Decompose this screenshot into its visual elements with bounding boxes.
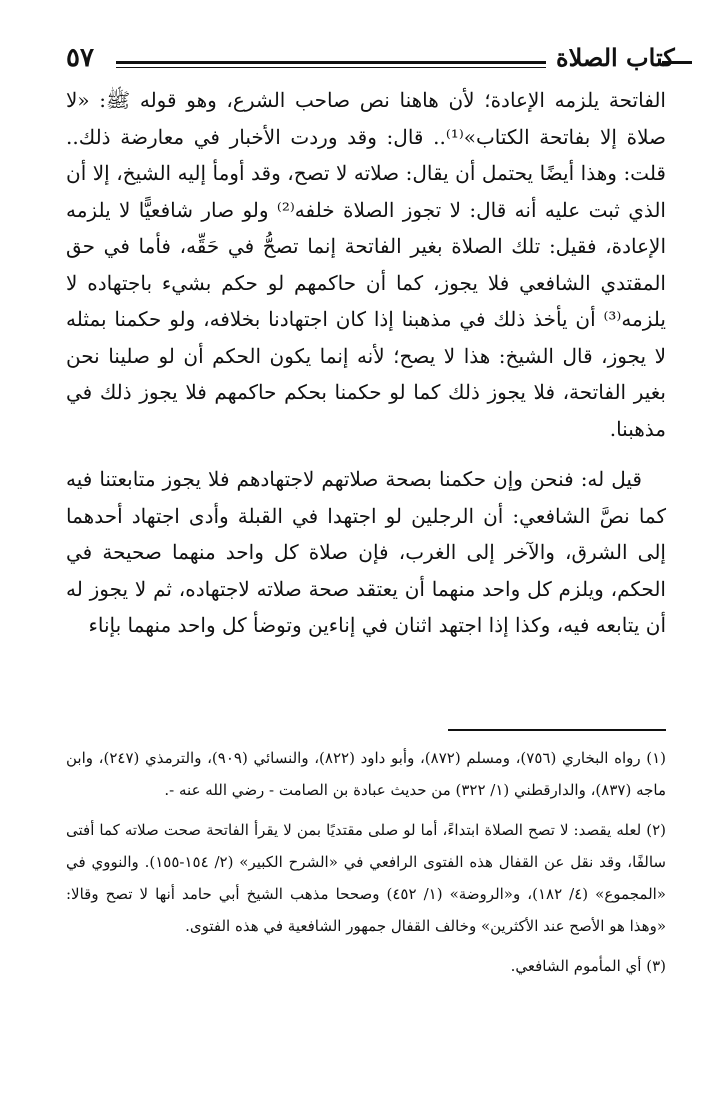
chapter-title: كتاب الصلاة bbox=[556, 43, 675, 72]
footnote: (١) رواه البخاري (٧٥٦)، ومسلم (٨٧٢)، وأبو داود (٨٢٢)، والنسائي (٩٠٩)، والترمذي (٢٤٧)، وابن ماجه (٨٣٧)، والدارقطني (١/ ٣٢٢) من حديث عبادة بن الصامت - رضي الله عنه -. bbox=[66, 749, 667, 799]
footnote: (٢) لعله يقصد: لا تصح الصلاة ابتداءً، أما لو صلى مقتديًا بمن لا يقرأ الفاتحة صحت صلاته كما أفتى سالفًا، وقد نقل عن القفال هذه الفتوى الرافعي في «الشرح الكبير» (٢/ ١٥٤-١٥٥). والنووي في «المجموع» (٤/ ١٨٢)، و«الروضة» (١/ ٤٥٢) وصححا مذهب الشيخ أبي حامد أنها لا تصح وقالا: «وهذا هو الأصح عند الأكثرين» وخالف القفال جمهور الشافعية في هذه الفتوى. bbox=[66, 821, 666, 935]
paragraph: الفاتحة يلزمه الإعادة؛ لأن هاهنا نص صاحب الشرع، وهو قوله ﷺ: «لا صلاة إلا بفاتحة الكتاب»⁽¹⁾.. قال: وقد وردت الأخبار في معارضة ذلك.. قلت: وهذا أيضًا يحتمل أن يقال: صلاته لا تصح، وقد أومأ إليه الشيخ، إلا أن الذي ثبت عليه أنه قال: لا تجوز الصلاة خلفه⁽²⁾ ولو صار شافعيًّا لا يلزمه الإعادة، فقيل: تلك الصلاة بغير الفاتحة إنما تصحُّ في حَقِّه، فأما في حق المقتدي الشافعي فلا يجوز، كما أن حاكمهم لو حكم بشيء باجتهاده لا يلزمه⁽³⁾ أن يأخذ ذلك في مذهبنا إذا كان اجتهادنا بخلافه، ولو حكمنا بمثله لا يجوز، قال الشيخ: هذا لا يصح؛ لأنه إنما يكون الحكم أن لو صلينا نحن بغير الفاتحة، فلا يجوز ذلك كما لو حكمنا بحكم حاكمهم فلا يجوز ذلك في مذهبنا. bbox=[66, 88, 666, 441]
footnote-separator bbox=[448, 729, 666, 731]
page-number: ٥٧ bbox=[66, 43, 94, 73]
page-header bbox=[66, 40, 703, 80]
footnote: (٣) أي المأموم الشافعي. bbox=[510, 957, 666, 975]
footnotes bbox=[66, 742, 666, 982]
header-rule-tail bbox=[662, 61, 692, 64]
paragraph: قيل له: فنحن وإن حكمنا بصحة صلاتهم لاجتهادهم فلا يجوز متابعتنا فيه كما نصَّ الشافعي: أن الرجلين لو اجتهدا في القبلة وأدى اجتهاد أحدهما إلى الشرق، والآخر إلى الغرب، فإن صلاة كل واحد منهما صحيحة في الحكم، ويلزم كل واحد منهما أن يعتقد صحة صلاته لاجتهاده، ثم لا يجوز له أن يتابعه فيه، وكذا إذا اجتهد اثنان في إناءين وتوضأ كل واحد منهما بإناء bbox=[66, 467, 667, 637]
header-rule bbox=[116, 61, 546, 64]
main-text bbox=[66, 82, 666, 644]
